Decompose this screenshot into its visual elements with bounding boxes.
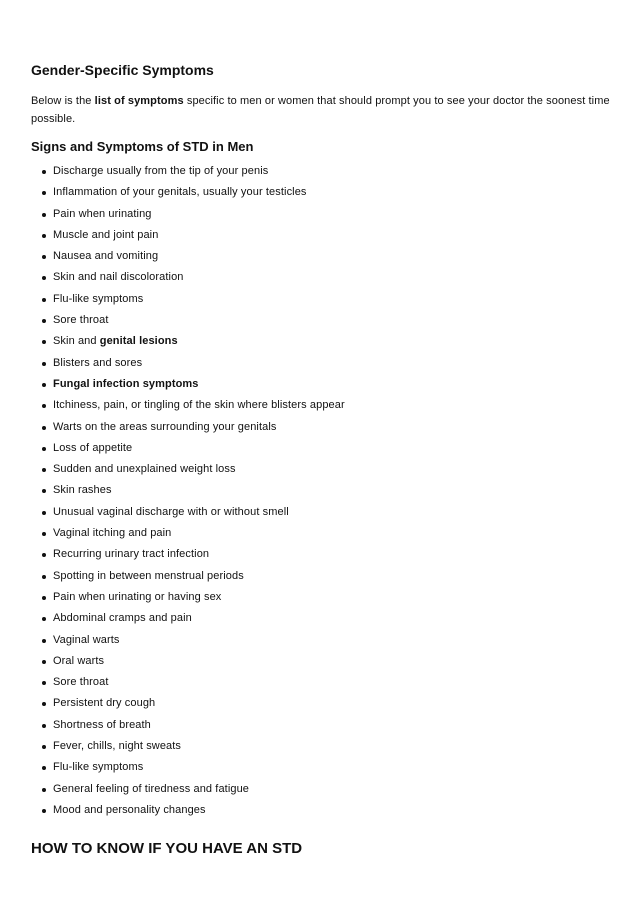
list-item — [31, 654, 611, 675]
bottom-heading: HOW TO KNOW IF YOU HAVE AN STD — [31, 840, 303, 857]
bullet-icon — [42, 340, 46, 344]
list-item — [31, 505, 611, 526]
list-item-text: Inflammation of your genitals, usually your testicles — [53, 186, 307, 199]
list-item — [31, 356, 611, 377]
list-item — [31, 292, 611, 313]
list-item-text: Warts on the areas surrounding your genitals — [53, 420, 277, 433]
list-item-text: General feeling of tiredness and fatigue — [53, 782, 250, 795]
list-item — [31, 547, 611, 568]
list-item-text: Skin and nail discoloration — [53, 271, 184, 284]
list-item — [31, 207, 611, 228]
list-item-text: Vaginal itching and pain — [53, 527, 172, 540]
list-item-text: Blisters and sores — [53, 356, 143, 369]
list-item — [31, 377, 611, 398]
intro-text-after: specific to men or women that should prompt you to see your doctor the soonest time possible. — [31, 95, 610, 125]
list-item — [31, 590, 611, 611]
list-item — [31, 569, 611, 590]
bullet-icon — [42, 298, 46, 302]
list-item — [31, 526, 611, 547]
bullet-icon — [42, 745, 46, 749]
list-item-text: Flu-like symptoms — [53, 761, 144, 774]
bullet-icon — [42, 319, 46, 323]
document-body — [31, 61, 611, 824]
list-item — [31, 420, 611, 441]
list-item-text: Mood and personality changes — [53, 803, 206, 816]
bullet-icon — [42, 660, 46, 664]
list-item — [31, 483, 611, 504]
list-item — [31, 782, 611, 803]
list-item-text: Unusual vaginal discharge with or without smell — [53, 505, 289, 518]
list-item-text: Spotting in between menstrual periods — [53, 569, 244, 582]
list-item — [31, 675, 611, 696]
bullet-icon — [42, 681, 46, 685]
symptom-list — [31, 164, 611, 824]
bullet-icon — [42, 702, 46, 706]
bullet-icon — [42, 532, 46, 536]
intro-link-list-of-symptoms: list of symptoms — [94, 95, 184, 107]
list-item-text: Discharge usually from the tip of your penis — [53, 165, 269, 177]
list-item-text: Skin rashes — [53, 484, 112, 497]
bullet-icon — [42, 617, 46, 621]
bullet-icon — [42, 383, 46, 387]
list-item — [31, 633, 611, 654]
bullet-icon — [42, 362, 46, 366]
list-item-text: Sore throat — [53, 676, 109, 689]
bullet-icon — [42, 596, 46, 600]
list-item-text: Vaginal warts — [53, 633, 120, 646]
intro-text-before: Below is the — [31, 95, 95, 107]
list-item — [31, 270, 611, 291]
bullet-icon — [42, 191, 46, 195]
list-item-text: Flu-like symptoms — [53, 292, 144, 305]
bullet-icon — [42, 553, 46, 557]
bullet-icon — [42, 809, 46, 813]
list-item-text: Fever, chills, night sweats — [53, 740, 182, 753]
list-item — [31, 803, 611, 824]
list-item — [31, 398, 611, 419]
list-item-link-genital-lesions: genital lesions — [99, 335, 178, 348]
bullet-icon — [42, 276, 46, 280]
subheading-men: Signs and Symptoms of STD in Men — [31, 139, 254, 154]
list-item-text: Nausea and vomiting — [53, 250, 159, 263]
list-item — [31, 313, 611, 334]
list-item-text: Sore throat — [53, 314, 109, 327]
list-item — [31, 462, 611, 483]
list-item-text: Shortness of breath — [53, 718, 151, 731]
list-item — [31, 611, 611, 632]
list-item-text: Oral warts — [53, 654, 105, 667]
bullet-icon — [42, 170, 46, 174]
bullet-icon — [42, 724, 46, 728]
bullet-icon — [42, 766, 46, 770]
bullet-icon — [42, 234, 46, 238]
list-item-text: Itchiness, pain, or tingling of the skin where blisters appear — [53, 399, 345, 412]
list-item-text: Pain when urinating — [53, 207, 152, 220]
bullet-icon — [42, 511, 46, 515]
list-item — [31, 228, 611, 249]
list-item-text: Recurring urinary tract infection — [53, 548, 210, 561]
list-item — [31, 334, 611, 355]
bullet-icon — [42, 468, 46, 472]
bullet-icon — [42, 213, 46, 217]
list-item-link-fungal-infection: Fungal infection symptoms — [53, 377, 199, 390]
list-item — [31, 249, 611, 270]
section-title: Gender-Specific Symptoms — [31, 62, 214, 78]
bullet-icon — [42, 404, 46, 408]
bullet-icon — [42, 489, 46, 493]
list-item-text: Skin and — [53, 335, 100, 348]
list-item — [31, 696, 611, 717]
list-item-text: Loss of appetite — [53, 441, 133, 454]
list-item-text: Sudden and unexplained weight loss — [53, 463, 236, 476]
bullet-icon — [42, 788, 46, 792]
list-item-text: Muscle and joint pain — [53, 228, 159, 241]
list-item — [31, 441, 611, 462]
bullet-icon — [42, 426, 46, 430]
list-item-text: Pain when urinating or having sex — [53, 590, 222, 603]
list-item — [31, 164, 611, 185]
list-item — [31, 739, 611, 760]
list-item — [31, 718, 611, 739]
bullet-icon — [42, 255, 46, 259]
list-item — [31, 185, 611, 206]
list-item-text: Abdominal cramps and pain — [53, 612, 192, 625]
intro-paragraph — [31, 92, 611, 128]
bullet-icon — [42, 639, 46, 643]
list-item-text: Persistent dry cough — [53, 697, 156, 710]
bullet-icon — [42, 447, 46, 451]
list-item — [31, 760, 611, 781]
bullet-icon — [42, 575, 46, 579]
